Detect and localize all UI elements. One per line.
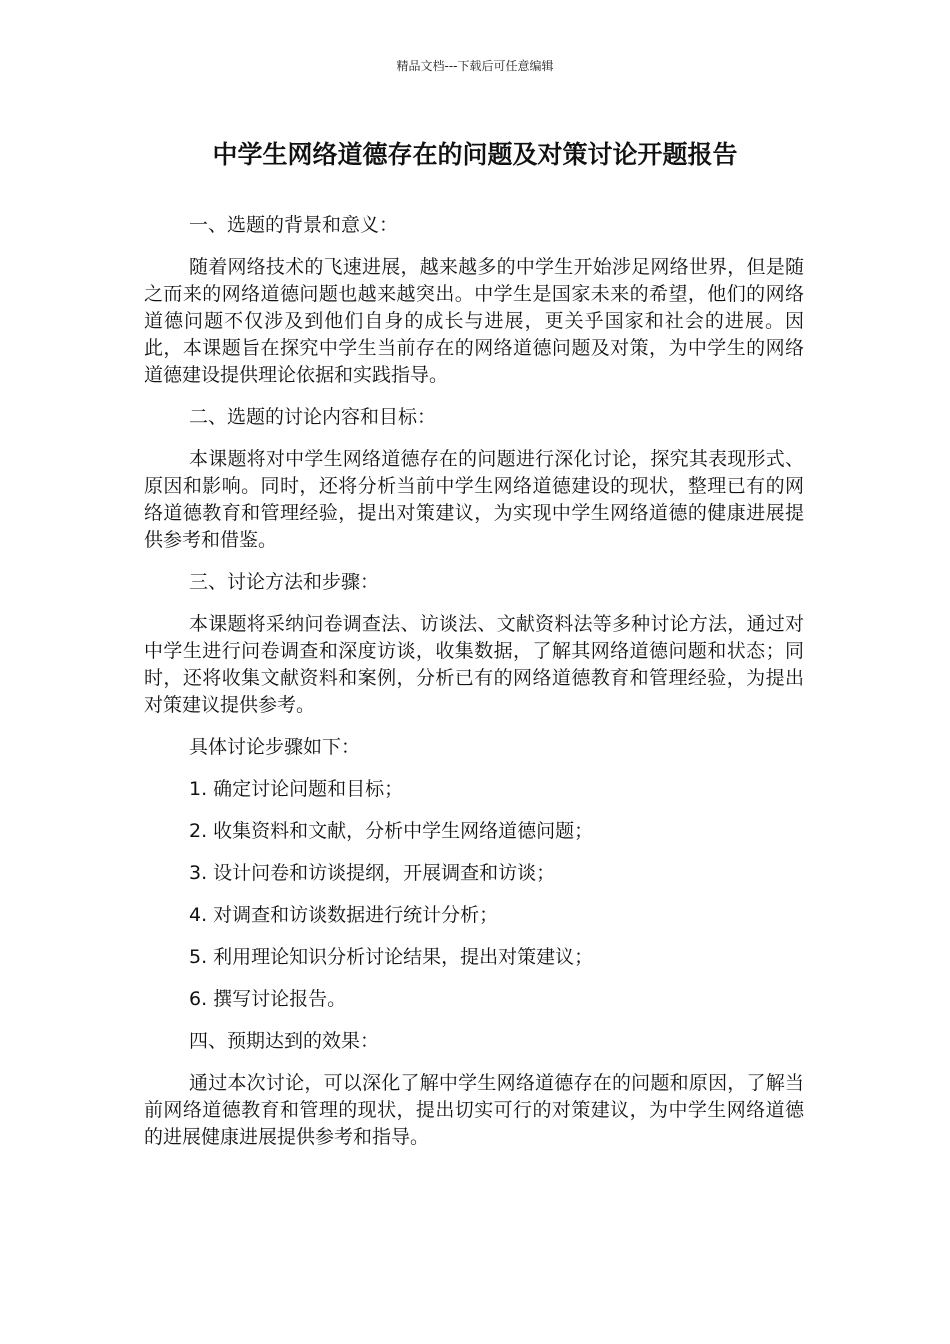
step-item: 3. 设计问卷和访谈提纲，开展调查和访谈； (189, 862, 556, 884)
section-paragraph-background: 随着网络技术的飞速进展，越来越多的中学生开始涉足网络世界，但是随之而来的网络道德问题也越来越突出。中学生是国家未来的希望，他们的网络道德问题不仅涉及到他们自身的成长与进展，更关乎国家和社会的进展。因此，本课题旨在探究中学生当前存在的网络道德问题及对策，为中学生的网络道德建设提供理论依据和实践指导。 (144, 256, 804, 386)
step-item: 6. 撰写讨论报告。 (189, 988, 347, 1010)
document-body (144, 212, 804, 1166)
section-paragraph-methods: 本课题将采纳问卷调查法、访谈法、文献资料法等多种讨论方法，通过对中学生进行问卷调查和深度访谈，收集数据，了解其网络道德问题和状态；同时，还将收集文献资料和案例，分析已有的网络道德教育和管理经验，为提出对策建议提供参考。 (144, 613, 804, 716)
section-heading-methods: 三、讨论方法和步骤： (189, 571, 380, 593)
header-note: 精品文档---下载后可任意编辑 (396, 59, 554, 73)
step-item: 1. 确定讨论问题和目标； (189, 778, 404, 800)
section-heading-background: 一、选题的背景和意义： (189, 214, 399, 236)
step-item: 5. 利用理论知识分析讨论结果，提出对策建议； (189, 946, 594, 968)
step-item: 2. 收集资料和文献，分析中学生网络道德问题； (189, 820, 594, 842)
document-title: 中学生网络道德存在的问题及对策讨论开题报告 (212, 140, 738, 169)
section-paragraph-expected-results: 通过本次讨论，可以深化了解中学生网络道德存在的问题和原因，了解当前网络道德教育和管理的现状，提出切实可行的对策建议，为中学生网络道德的进展健康进展提供参考和指导。 (144, 1072, 804, 1148)
section-heading-expected-results: 四、预期达到的效果： (189, 1030, 380, 1052)
section-paragraph-content-goals: 本课题将对中学生网络道德存在的问题进行深化讨论，探究其表现形式、原因和影响。同时，还将分析当前中学生网络道德建设的现状，整理已有的网络道德教育和管理经验，提出对策建议，为实现中学生网络道德的健康进展提供参考和借鉴。 (144, 448, 804, 551)
step-item: 4. 对调查和访谈数据进行统计分析； (189, 904, 499, 926)
steps-intro: 具体讨论步骤如下： (189, 736, 361, 758)
section-heading-content-goals: 二、选题的讨论内容和目标： (189, 406, 437, 428)
